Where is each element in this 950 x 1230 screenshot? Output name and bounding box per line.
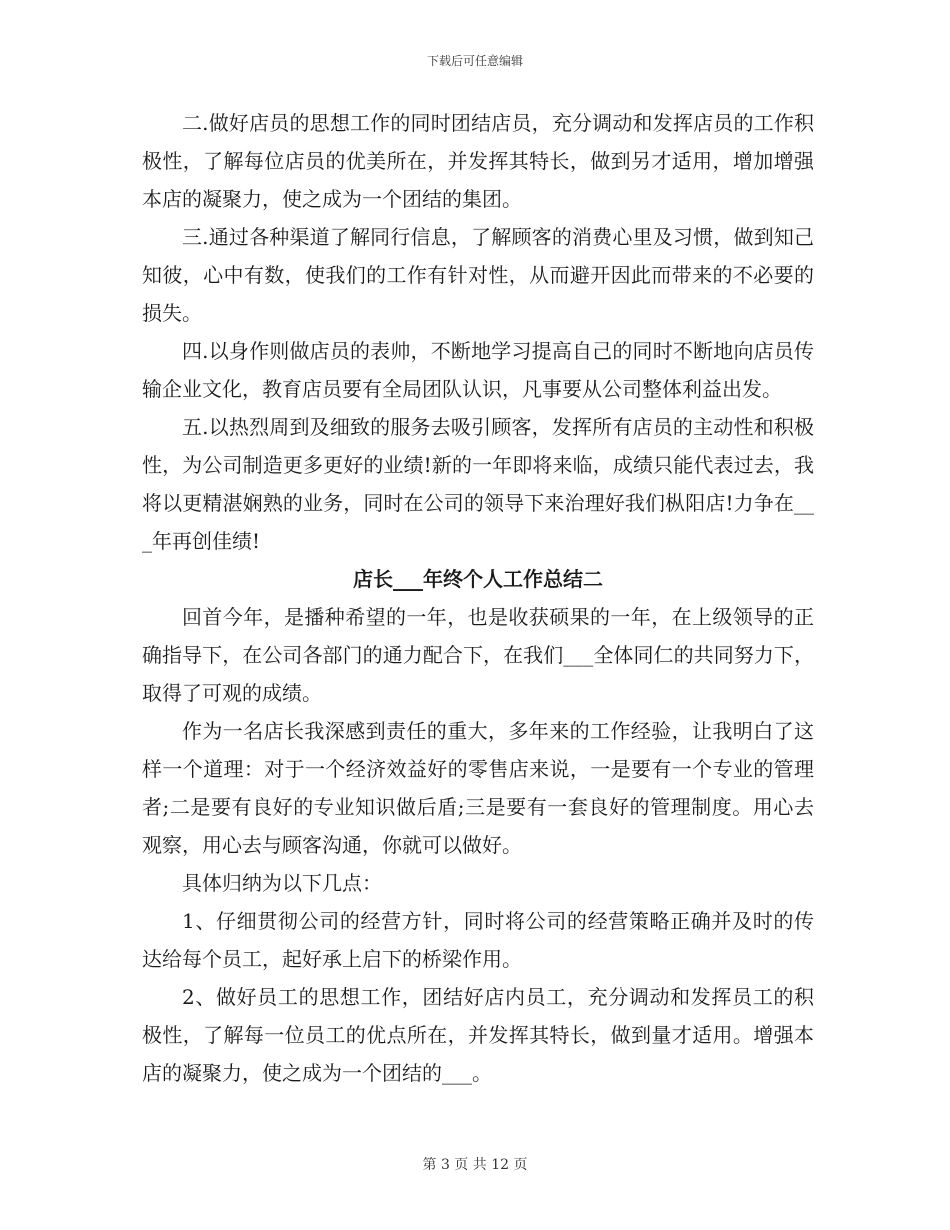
page-footer: 第 3 页 共 12 页 bbox=[422, 1157, 528, 1173]
paragraph-5: 五.以热烈周到及细致的服务去吸引顾客，发挥所有店员的主动性和积极性，为公司制造更多更好的业绩!新的一年即将来临，成绩只能代表过去，我将以更精湛娴熟的业务，同时在公司的领导下来治理好我们枞阳店!力争在___年再创佳绩! bbox=[142, 415, 814, 553]
page-header: 下载后可任意编辑 bbox=[426, 54, 523, 68]
paragraph-4: 四.以身作则做店员的表帅，不断地学习提高自己的同时不断地向店员传输企业文化，教育店员要有全局团队认识，凡事要从公司整体利益出发。 bbox=[142, 339, 814, 401]
paragraph-2: 二.做好店员的思想工作的同时团结店员，充分调动和发挥店员的工作积极性，了解每位店员的优美所在，并发挥其特长，做到另才适用，增加增强本店的凝聚力，使之成为一个团结的集团。 bbox=[142, 111, 814, 211]
paragraph-experience: 作为一名店长我深感到责任的重大，多年来的工作经验，让我明白了这样一个道理：对于一个经济效益好的零售店来说，一是要有一个专业的管理者;二是要有良好的专业知识做后盾;三是要有一套良好的管理制度。用心去观察，用心去与顾客沟通，你就可以做好。 bbox=[142, 719, 814, 857]
paragraph-point-2: 2、做好员工的思想工作，团结好店内员工，充分调动和发挥员工的积极性，了解每一位员工的优点所在，并发挥其特长，做到量才适用。增强本店的凝聚力，使之成为一个团结的___。 bbox=[142, 985, 814, 1085]
document-body bbox=[142, 104, 814, 1092]
paragraph-summary-lead: 具体归纳为以下几点： bbox=[182, 871, 382, 895]
paragraph-point-1: 1、仔细贯彻公司的经营方针，同时将公司的经营策略正确并及时的传达给每个员工，起好承上启下的桥梁作用。 bbox=[142, 909, 814, 971]
section-title: 店长___年终个人工作总结二 bbox=[353, 567, 603, 591]
paragraph-intro: 回首今年，是播种希望的一年，也是收获硕果的一年，在上级领导的正确指导下，在公司各部门的通力配合下，在我们___全体同仁的共同努力下，取得了可观的成绩。 bbox=[142, 605, 814, 705]
paragraph-3: 三.通过各种渠道了解同行信息，了解顾客的消费心里及习惯，做到知己知彼，心中有数，使我们的工作有针对性，从而避开因此而带来的不必要的损失。 bbox=[142, 225, 814, 325]
